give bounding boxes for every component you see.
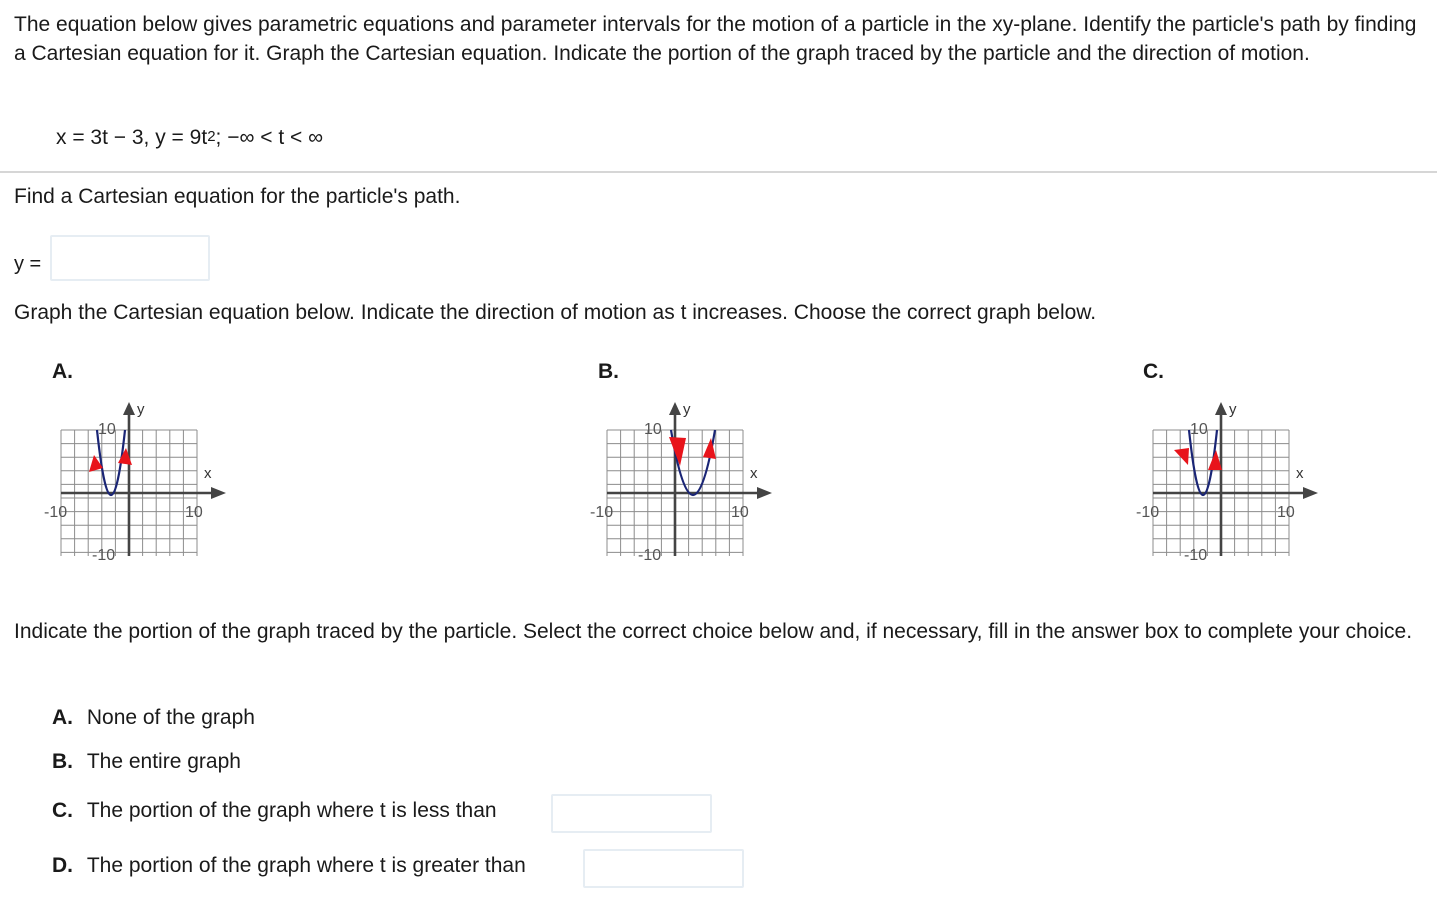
- part1-prompt: Find a Cartesian equation for the particle's path.: [14, 185, 461, 208]
- choice-a-letter: A.: [52, 706, 73, 729]
- part2-prompt: Graph the Cartesian equation below. Indicate the direction of motion as t increases. Choose the correct graph below.: [14, 301, 1097, 324]
- graph-option-c[interactable]: [1092, 0, 1392, 600]
- choice-b[interactable]: [52, 748, 241, 776]
- choice-b-letter: B.: [52, 750, 73, 773]
- graph-option-a-label[interactable]: A.: [52, 360, 73, 383]
- graph-b-y-label: y: [683, 401, 691, 418]
- equation-exponent: 2: [207, 128, 216, 145]
- graph-a-y-arrow: [123, 402, 135, 415]
- graph-option-b[interactable]: [546, 0, 846, 600]
- graph-c-direction-arrow-left: [1174, 448, 1189, 465]
- choice-c-text: The portion of the graph where t is less than: [86, 799, 497, 822]
- graph-a-tick-top: 10: [98, 421, 116, 438]
- graph-b-tick-bottom: -10: [638, 547, 662, 564]
- graph-a-tick-left: -10: [44, 504, 68, 521]
- choice-d-text: The portion of the graph where t is greater than: [86, 854, 526, 877]
- graph-c-x-arrow: [1303, 487, 1318, 499]
- graph-b-x-arrow: [757, 487, 772, 499]
- choice-c[interactable]: [52, 797, 497, 825]
- graph-b-tick-top: 10: [644, 421, 662, 438]
- graph-a-y-label: y: [137, 401, 145, 418]
- choice-b-text: The entire graph: [86, 750, 241, 773]
- graph-option-b-label[interactable]: B.: [598, 360, 619, 383]
- graph-c-x-label: x: [1296, 465, 1304, 482]
- choice-c-answer-input[interactable]: [551, 794, 712, 833]
- choice-a-text: None of the graph: [86, 706, 255, 729]
- graph-c-tick-top: 10: [1190, 421, 1208, 438]
- graph-b-tick-right: 10: [731, 504, 749, 521]
- choice-c-letter: C.: [52, 799, 73, 822]
- graph-b-tick-left: -10: [590, 504, 614, 521]
- graph-c-y-label: y: [1229, 401, 1237, 418]
- choice-d-letter: D.: [52, 854, 73, 877]
- equation-interval: ; −∞ < t < ∞: [215, 126, 324, 149]
- graph-a-tick-bottom: -10: [92, 547, 116, 564]
- graph-a-x-arrow: [211, 487, 226, 499]
- question-intro: The equation below gives parametric equations and parameter intervals for the motion of a particle in the xy-plane. Identify the particle's path by finding a Cartesian equation for it. Graph the Cartesian equation. Indicate the portion of the graph traced by the particle and the direction of motion.: [14, 13, 1417, 65]
- graph-c-tick-right: 10: [1277, 504, 1295, 521]
- choice-d-answer-input[interactable]: [583, 849, 744, 888]
- y-equals-label: y =: [14, 253, 42, 275]
- choice-a[interactable]: [52, 704, 255, 732]
- choice-d[interactable]: [52, 852, 526, 880]
- graph-a-x-label: x: [204, 465, 212, 482]
- graph-c-tick-left: -10: [1136, 504, 1160, 521]
- graph-b-x-label: x: [750, 465, 758, 482]
- graph-option-c-label[interactable]: C.: [1143, 360, 1164, 383]
- graph-c-y-arrow: [1215, 402, 1227, 415]
- graph-b-y-arrow: [669, 402, 681, 415]
- graph-c-tick-bottom: -10: [1184, 547, 1208, 564]
- equation-main: x = 3t − 3, y = 9t: [56, 126, 208, 149]
- part3-prompt: Indicate the portion of the graph traced by the particle. Select the correct choice below and, if necessary, fill in the answer box to complete your choice.: [14, 620, 1413, 643]
- graph-a-tick-right: 10: [185, 504, 203, 521]
